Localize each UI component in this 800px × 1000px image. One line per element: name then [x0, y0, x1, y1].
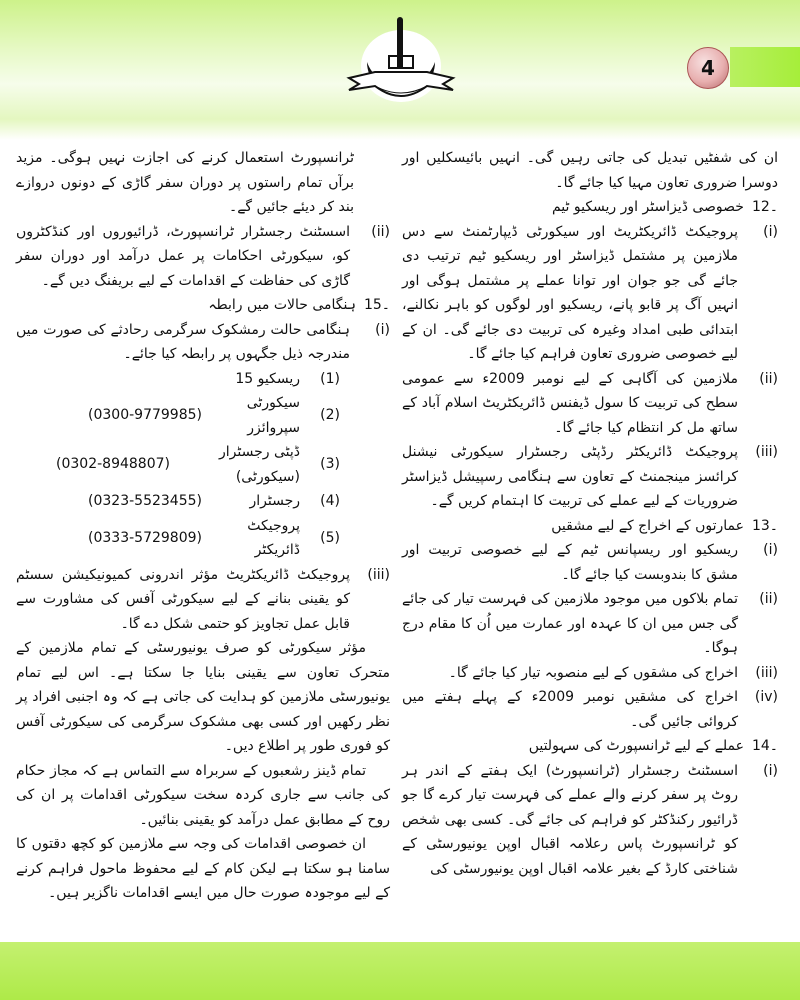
- list-item: [402, 685, 778, 734]
- item-number: (i): [763, 223, 778, 240]
- contact-phone: (0333-5729809): [88, 529, 202, 546]
- right-column: [402, 146, 778, 881]
- item-text: پروجیکٹ ڈائریکٹریٹ اور سیکورٹی ڈیپارٹمنٹ سے دس ملازمین پر مشتمل ڈیزاسٹر اور ریسکیو ٹیم ترتیب دی جائے گی جو جوان اور توانا عملے پر مشتمل ہوگی اور انہیں آگ پر قابو پانے، ریسکیو اور لوگوں کو باہر نکالنے، ابتدائی طبی امداد وغیرہ کی تربیت دی جائے گی۔ ان کے لیے خصوصی ضروری تعاون فراہم کیا جائے گا۔: [402, 223, 738, 362]
- contact-number: (1): [320, 370, 340, 387]
- contact-row: [16, 489, 340, 514]
- item-text: اخراج کی مشقیں نومبر 2009ء کے پہلے ہفتے میں کروائی جائیں گی۔: [402, 689, 738, 730]
- section-title: عملے کے لیے ٹرانسپورٹ کی سہولتیں: [528, 738, 744, 754]
- intro-paragraph: ان کی شفٹیں تبدیل کی جاتی رہیں گی۔ انہیں بائیسکلیں اور دوسرا ضروری تعاون مہیا کیا جائے گا۔: [402, 150, 778, 191]
- list-item: [16, 318, 390, 367]
- left-column: [16, 146, 390, 906]
- body-paragraph: ان خصوصی اقدامات کی وجہ سے ملازمین کو کچھ دقتوں کا سامنا ہو سکتا ہے لیکن کام کے لیے محفوظ ماحول فراہم کرنے کے لیے موجودہ صورت حال میں ایسے اقدامات ناگزیر ہیں۔: [16, 836, 390, 901]
- section-title: ہنگامی حالات میں رابطہ: [208, 297, 356, 313]
- contact-row: [16, 440, 340, 489]
- item-text: پروجیکٹ ڈائریکٹر رڈپٹی رجسٹرار سیکورٹی نیشنل کرائسز مینجمنٹ کے تعاون سے ہنگامی رسپیشل ڈیزاسٹر ضروریات کے لیے عملے کی تربیت کا اہتمام کریں گے۔: [402, 444, 738, 509]
- list-item: [402, 587, 778, 661]
- item-text: اخراج کی مشقوں کے لیے منصوبہ تیار کیا جائے گا۔: [448, 664, 738, 681]
- section-15-heading: [16, 293, 390, 318]
- contact-row: [16, 391, 340, 440]
- list-item: [402, 440, 778, 514]
- page-number-tab: [730, 47, 800, 87]
- item-number: (ii): [759, 591, 778, 607]
- section-title: عمارتوں کے اخراج کے لیے مشقیں: [551, 517, 744, 534]
- list-item: [402, 661, 778, 686]
- contact-number: (3): [320, 456, 340, 473]
- contact-label: ریسکیو 15: [235, 370, 300, 387]
- item-text: اسسٹنٹ رجسٹرار ٹرانسپورٹ، ڈرائیوروں اور کنڈکٹروں کو، سیکورٹی احکامات پر عمل درآمد اور دوران سفر گاڑی کی حفاظت کے اقدامات کے لیے بریفنگ دیں گے۔: [16, 223, 350, 289]
- item-number: (ii): [759, 370, 778, 387]
- contact-label: رجسٹرار: [249, 493, 300, 509]
- university-logo: [345, 14, 457, 110]
- contact-number: (5): [320, 529, 340, 546]
- item-number: (iii): [755, 444, 778, 460]
- item-number: (i): [763, 542, 778, 558]
- item-number: (ii): [371, 223, 390, 240]
- list-item: [16, 220, 390, 294]
- section-13-heading: [402, 514, 778, 539]
- item-number: (iii): [755, 664, 778, 681]
- item-text: ہنگامی حالت رمشکوک سرگرمی رحادثے کی صورت میں مندرجہ ذیل جگہوں پر رابطہ کیا جائے۔: [16, 321, 350, 362]
- contact-row: [16, 367, 340, 392]
- page-header: [0, 0, 800, 140]
- item-text: پروجیکٹ ڈائریکٹریٹ مؤثر اندرونی کمیونیکیشن سسٹم کو یقینی بنانے کے لیے سیکورٹی آفس کی مشاورت سے قابل عمل تجاویز کو حتمی شکل دے گا۔: [16, 566, 350, 632]
- section-title: خصوصی ڈیزاسٹر اور ریسکیو ٹیم: [551, 199, 744, 215]
- list-item: [402, 220, 778, 367]
- contact-row: [16, 514, 340, 563]
- page-footer-band: [0, 942, 800, 1000]
- list-item: [402, 538, 778, 587]
- list-item: [402, 759, 778, 882]
- contact-phone: (0323-5523455): [88, 493, 202, 509]
- body-paragraph: تمام ڈینز رشعبوں کے سربراہ سے التماس ہے کہ مجاز حکام کی جانب سے جاری کردہ سخت سیکورٹی اقدامات پر ان کی روح کے مطابق عمل درآمد کو یقینی بنائیں۔: [16, 762, 390, 828]
- contact-number: (4): [320, 493, 340, 509]
- section-14-heading: [402, 734, 778, 759]
- section-number: 15۔: [363, 297, 390, 313]
- contact-number: (2): [320, 407, 340, 424]
- contact-label: سیکورٹی سپروائزر: [246, 395, 300, 436]
- section-number: 14۔: [751, 738, 778, 754]
- item-number: (iv): [754, 689, 778, 705]
- intro-paragraph: ٹرانسپورٹ استعمال کرنے کی اجازت نہیں ہوگی۔ مزید برآں تمام راستوں پر دوران سفر گاڑی کے دونوں دروازے بند کر دیئے جائیں گے۔: [16, 150, 354, 215]
- item-number: (iii): [367, 566, 390, 583]
- body-paragraph: مؤثر سیکورٹی کو صرف یونیورسٹی کے تمام ملازمین کے متحرک تعاون سے یقینی بنایا جا سکتا ہے۔ اس لیے تمام یونیورسٹی ملازمین کو ہدایت کی جاتی ہے کہ وہ اجنبی افراد پر نظر رکھیں اور کسی بھی مشکوک سرگرمی کی سیکورٹی آفس کو فوری طور پر اطلاع دیں۔: [16, 640, 390, 754]
- item-number: (i): [763, 762, 778, 779]
- list-item: [16, 563, 390, 637]
- item-number: (i): [375, 321, 390, 338]
- item-text: ریسکیو اور ریسپانس ٹیم کے لیے خصوصی تربیت اور مشق کا بندوبست کیا جائے گا۔: [402, 542, 738, 583]
- item-text: ملازمین کی آگاہی کے لیے نومبر 2009ء سے عمومی سطح کی تربیت کا سول ڈیفنس ڈائریکٹریٹ اسلام آباد کے ساتھ مل کر انتظام کیا جائے گا۔: [402, 370, 738, 436]
- list-item: [402, 367, 778, 441]
- contact-label: پروجیکٹ ڈائریکٹر: [247, 517, 300, 558]
- item-text: اسسٹنٹ رجسٹرار (ٹرانسپورٹ) ایک ہفتے کے اندر ہر روٹ پر سفر کرنے والے عملے کی فہرست تیار کرے گا جو ڈرائیور رکنڈکٹر کو فراہم کی جائے گی۔ کسی بھی شخص کو ٹرانسپورٹ پاس رعلامہ اقبال اوپن یونیورسٹی کے شناختی کارڈ کے بغیر علامہ اقبال اوپن یونیورسٹی کی: [402, 762, 738, 877]
- section-number: 12۔: [751, 199, 778, 215]
- contact-phone: (0300-9779985): [88, 407, 202, 424]
- section-number: 13۔: [751, 517, 778, 534]
- contact-phone: (0302-8948807): [56, 456, 170, 473]
- page-number-badge: 4: [687, 47, 729, 89]
- section-12-heading: [402, 195, 778, 220]
- contact-label: ڈپٹی رجسٹرار (سیکورٹی): [219, 444, 300, 485]
- item-text: تمام بلاکوں میں موجود ملازمین کی فہرست تیار کی جائے گی جس میں ان کا عہدہ اور عمارت میں اُن کا مقام درج ہوگا۔: [402, 591, 738, 656]
